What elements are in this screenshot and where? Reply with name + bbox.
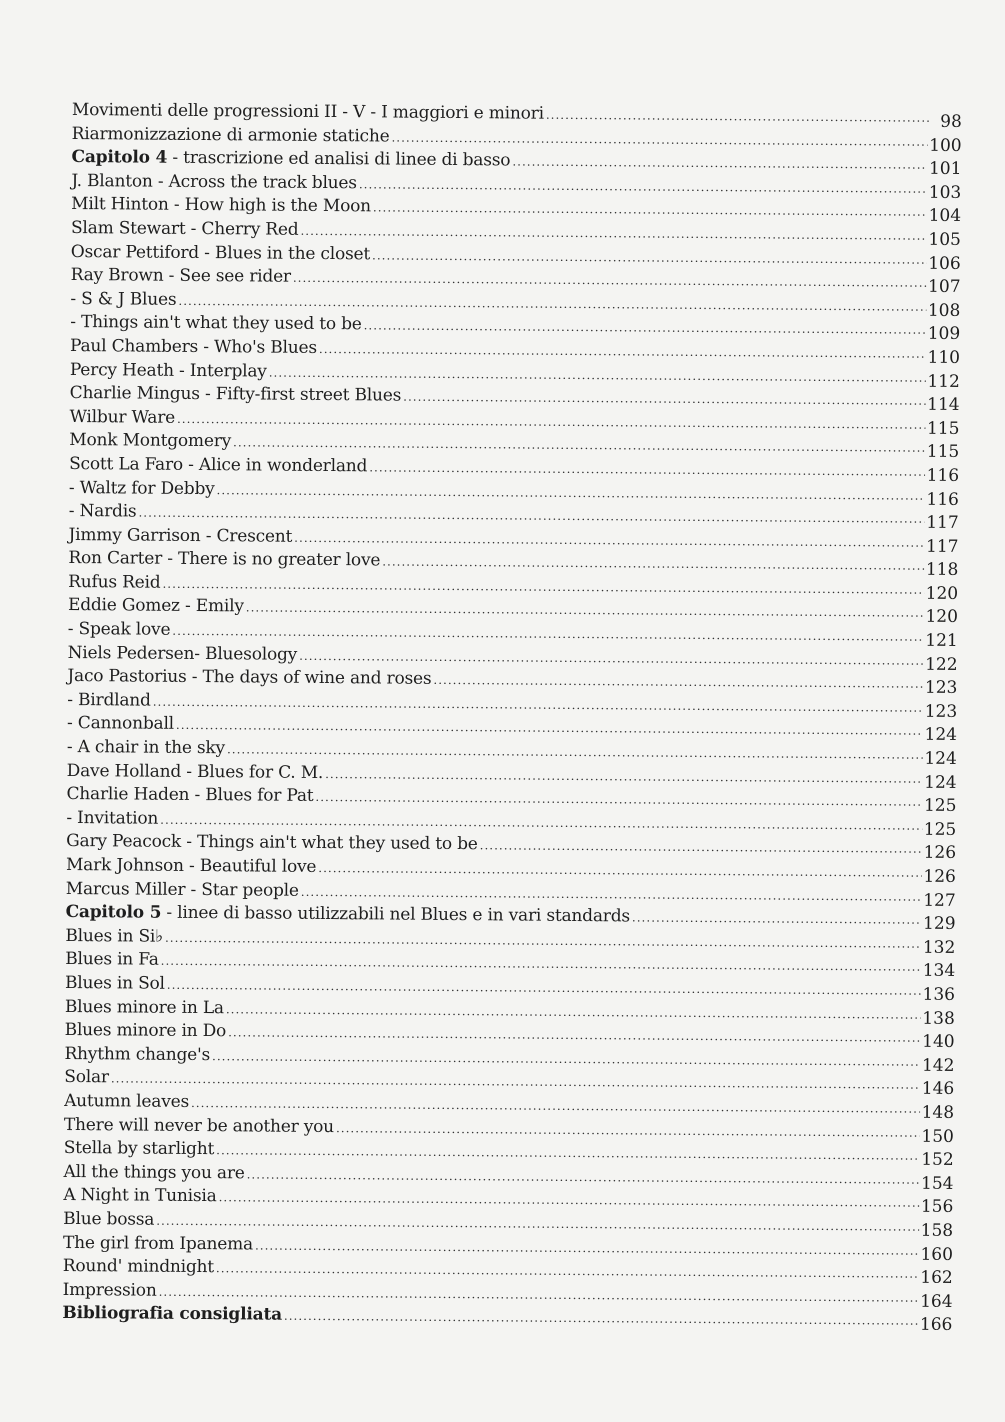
toc-entry-page: 158 <box>920 1220 954 1241</box>
toc-entry-text: Jimmy Garrison - Crescent <box>68 524 293 547</box>
toc-entry-bold-title: Capitolo 5 <box>65 902 162 923</box>
toc-entry-page: 105 <box>928 229 961 250</box>
toc-entry-text: Round' mindnight <box>62 1256 215 1278</box>
toc-entry-text: - Speak love <box>67 619 171 640</box>
toc-entry-title <box>63 1279 157 1303</box>
toc-entry-text: Eddie Gomez - Emily <box>67 595 244 617</box>
toc-entry-text: J. Blanton - Across the track blues <box>71 170 357 194</box>
toc-entry-text: Ray Brown - See see rider <box>70 265 291 287</box>
toc-entry-title <box>68 594 244 619</box>
toc-entry-page: 129 <box>923 913 956 935</box>
toc-entry-text: Mark Johnson - Beautiful love <box>65 854 317 877</box>
toc-entry-page: 112 <box>927 371 960 392</box>
toc-entry-text: Niels Pedersen- Bluesology <box>67 642 298 665</box>
toc-entry-text: A Night in Tunisia <box>63 1185 217 1207</box>
toc-entry-title <box>66 854 316 880</box>
toc-entry-text: Ron Carter - There is no greater love <box>68 548 381 571</box>
toc-entry-title <box>64 1090 189 1115</box>
toc-entry-text: The girl from Ipanema <box>62 1232 254 1254</box>
toc-entry-page: 124 <box>924 748 957 770</box>
toc-entry-title <box>67 712 174 736</box>
toc-entry-text: - Invitation <box>66 807 159 829</box>
toc-entry-text: Gary Peacock - Things ain't what they used to be <box>66 831 478 855</box>
toc-entry-title <box>68 571 160 595</box>
toc-entry-text: There will never be another you <box>63 1114 335 1137</box>
toc-entry-page: 100 <box>929 135 962 156</box>
toc-entry-title <box>70 311 362 337</box>
toc-entry-text: - linee di basso utilizzabili nel Blues e in vari standards <box>161 902 631 927</box>
toc-entry-page: 160 <box>920 1244 954 1265</box>
toc-entry-text: - A chair in the sky <box>66 737 226 759</box>
toc-entry-title <box>71 146 510 173</box>
toc-entry-title <box>70 382 402 408</box>
toc-entry-text: Scott La Faro - Alice in wonderland <box>69 453 368 477</box>
toc-entry-page: 116 <box>926 489 959 510</box>
toc-entry-text: Blues in Sol <box>64 972 165 994</box>
toc-entry-text: Percy Heath - Interplay <box>69 359 267 382</box>
toc-entry-title <box>65 948 159 972</box>
toc-entry-text: - Waltz for Debby <box>68 477 215 499</box>
toc-entry-text: Charlie Mingus - Fifty-first street Blues <box>69 383 402 406</box>
toc-entry-title <box>67 665 431 691</box>
toc-entry-bold-title: Bibliografia consigliata <box>62 1303 283 1325</box>
toc-entry-title <box>67 736 225 761</box>
toc-entry-page: 142 <box>921 1055 955 1076</box>
toc-entry-page: 150 <box>921 1126 954 1147</box>
toc-entry-text: Paul Chambers - Who's Blues <box>69 335 318 358</box>
toc-entry-title <box>63 1231 253 1256</box>
toc-entry-title <box>64 1114 334 1140</box>
toc-entry-page: 154 <box>920 1173 954 1194</box>
toc-entry-page: 166 <box>919 1314 953 1336</box>
toc-entry-text: Riarmonizzazione di armonie statiche <box>71 123 390 147</box>
toc-entry-text: Impression <box>62 1279 157 1301</box>
toc-entry-text: Charlie Haden - Blues for Pat <box>66 784 314 807</box>
toc-entry-text: - Cannonball <box>67 713 175 735</box>
toc-entry-text: Marcus Miller - Star people <box>65 878 299 901</box>
table-of-contents <box>62 99 962 1336</box>
toc-entry-page: 116 <box>926 465 960 486</box>
dot-leader <box>512 151 927 178</box>
toc-entry-text: Autumn leaves <box>64 1090 190 1112</box>
toc-entry-page: 122 <box>925 654 958 675</box>
toc-entry-text: Blue bossa <box>63 1208 155 1230</box>
toc-entry-page: 115 <box>926 442 960 463</box>
toc-entry-text: Monk Montgomery <box>69 430 232 452</box>
toc-entry-text: Jaco Pastorius - The days of wine and roses <box>67 666 432 690</box>
toc-entry-text: - Things ain't what they used to be <box>70 312 362 335</box>
toc-entry-page: 146 <box>921 1079 955 1100</box>
toc-entry-title <box>71 264 291 289</box>
toc-entry-title <box>63 1208 154 1232</box>
toc-entry-page: 123 <box>924 701 958 722</box>
toc-entry-page: 110 <box>927 347 961 368</box>
toc-entry-title <box>68 618 171 642</box>
toc-entry-title <box>71 193 371 219</box>
toc-entry-page: 117 <box>925 536 959 557</box>
toc-entry-page: 115 <box>926 418 960 439</box>
toc-entry-text: - trascrizione ed analisi di linee di basso <box>167 147 511 171</box>
toc-entry-text: Oscar Pettiford - Blues in the closet <box>70 241 371 264</box>
dot-leader <box>546 104 930 131</box>
toc-entry-text: Solar <box>64 1067 109 1088</box>
toc-entry-title <box>70 288 176 312</box>
toc-entry-title <box>71 217 299 242</box>
toc-entry-title <box>66 783 313 809</box>
toc-entry-page: 118 <box>925 560 959 581</box>
toc-entry-text: Dave Holland - Blues for C. M. <box>66 760 324 783</box>
toc-entry-title <box>67 689 151 713</box>
toc-entry-title <box>71 170 357 196</box>
toc-entry-title <box>69 476 215 501</box>
toc-entry-text: All the things you are <box>63 1161 245 1184</box>
toc-entry-page: 123 <box>924 677 958 699</box>
toc-entry-title <box>68 547 380 573</box>
toc-entry-page: 136 <box>922 984 956 1005</box>
toc-entry-text: Rufus Reid <box>68 571 161 593</box>
toc-entry-page: 124 <box>924 725 958 746</box>
toc-entry-title <box>66 807 158 831</box>
toc-entry-page: 132 <box>922 937 956 958</box>
toc-entry-page: 138 <box>922 1008 955 1029</box>
toc-entry-text: Stella by starlight <box>63 1138 215 1160</box>
toc-entry-title <box>72 123 390 149</box>
toc-entry-title <box>63 1184 216 1209</box>
toc-entry-page: 125 <box>923 819 957 840</box>
toc-entry-title <box>70 335 317 361</box>
toc-entry-title <box>67 760 324 786</box>
toc-entry-title <box>62 1302 282 1327</box>
toc-entry-text: Blues in Si♭ <box>65 925 164 947</box>
toc-entry-page: 127 <box>923 890 956 911</box>
toc-entry-title <box>66 878 299 903</box>
toc-entry-page: 126 <box>923 843 957 864</box>
toc-entry-text: Blues in Fa <box>65 949 159 971</box>
toc-entry-page: 124 <box>924 772 957 793</box>
toc-entry-page: 121 <box>925 630 958 652</box>
toc-entry-page: 126 <box>923 866 956 887</box>
toc-entry-page: 108 <box>927 300 961 321</box>
toc-entry-page: 103 <box>928 182 962 203</box>
toc-entry-page: 164 <box>920 1291 953 1312</box>
toc-entry-page: 148 <box>921 1102 955 1123</box>
toc-entry-title <box>64 1043 210 1068</box>
toc-entry-text: Wilbur Ware <box>69 406 176 428</box>
toc-entry-title <box>66 830 478 857</box>
toc-entry-text: Rhythm change's <box>64 1043 211 1065</box>
toc-entry-bold-title: Capitolo 4 <box>71 147 168 168</box>
toc-entry-title <box>64 1137 215 1162</box>
toc-entry-text: Blues minore in La <box>64 996 224 1018</box>
toc-entry-text: - Birdland <box>67 689 151 711</box>
toc-entry-title <box>68 524 292 549</box>
toc-entry-title <box>65 925 163 949</box>
toc-entry-title <box>69 429 231 454</box>
toc-entry-page: 140 <box>922 1031 955 1053</box>
toc-entry-text: Slam Stewart - Cherry Red <box>70 217 299 240</box>
toc-entry-title <box>71 241 370 267</box>
toc-entry-title <box>65 972 165 996</box>
toc-entry-title <box>65 1019 227 1044</box>
toc-entry-page: 156 <box>920 1197 954 1218</box>
dot-leader <box>632 907 921 933</box>
toc-entry-title <box>68 642 298 667</box>
toc-entry-text: Milt Hinton - How high is the Moon <box>71 194 372 217</box>
toc-entry-title <box>63 1255 214 1280</box>
toc-entry-page: 109 <box>927 324 961 345</box>
toc-entry-page: 101 <box>928 158 962 180</box>
toc-entry-page: 120 <box>925 607 959 628</box>
dot-leader <box>284 1305 918 1334</box>
toc-entry-title <box>63 1161 244 1186</box>
toc-entry-text: Blues minore in Do <box>64 1020 227 1042</box>
toc-entry-page: 106 <box>928 253 961 274</box>
toc-entry-page: 134 <box>922 961 956 982</box>
toc-entry-page: 125 <box>923 795 957 817</box>
toc-entry-text: - S & J Blues <box>70 288 177 310</box>
toc-entry-text: Movimenti delle progressioni II - V - I maggiori e minori <box>71 99 544 124</box>
toc-entry-page: 120 <box>925 583 959 604</box>
toc-entry-page: 104 <box>928 206 962 227</box>
toc-entry-page: 114 <box>927 394 960 416</box>
toc-entry-title <box>65 996 224 1021</box>
toc-entry-title <box>69 406 175 430</box>
toc-entry-page: 117 <box>926 512 959 534</box>
toc-entry-title <box>64 1066 109 1090</box>
toc-entry-page: 162 <box>920 1267 953 1289</box>
toc-entry-page: 107 <box>928 276 961 298</box>
toc-entry-page: 152 <box>921 1149 954 1171</box>
toc-entry-text: - Nardis <box>68 501 137 522</box>
dot-leader <box>480 835 922 862</box>
toc-entry-page: 98 <box>940 111 962 132</box>
toc-entry-title <box>69 453 367 479</box>
toc-entry-title <box>70 359 267 384</box>
toc-entry-title <box>69 500 137 524</box>
